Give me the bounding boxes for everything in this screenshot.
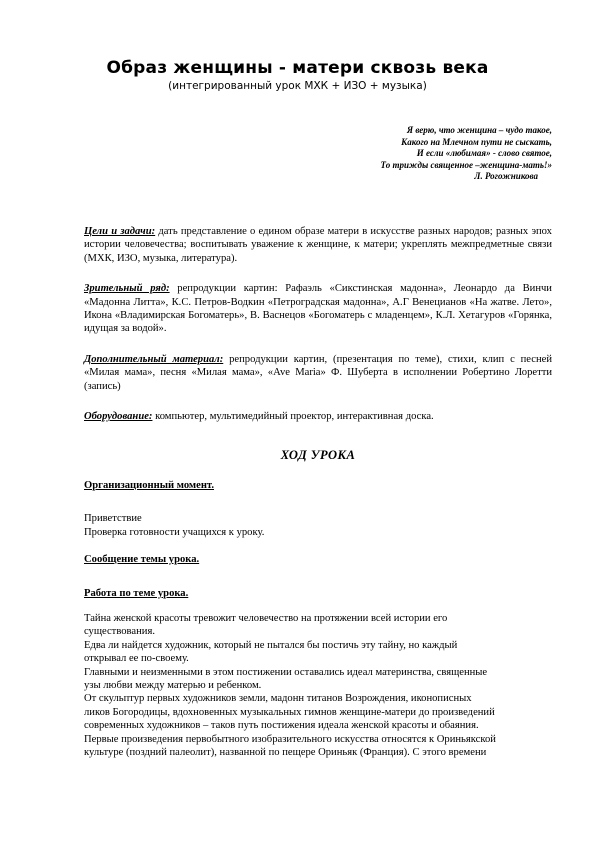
epigraph-author: Л. Рогожникова	[474, 171, 538, 182]
document-body	[84, 225, 552, 759]
goals-label: Цели и задачи:	[84, 226, 156, 237]
work-title: Работа по теме урока.	[84, 587, 189, 599]
visual-label: Зрительный ряд:	[84, 283, 170, 295]
epigraph-line: То трижды священное –женщина-мать!»	[380, 159, 552, 170]
work-line: Главными и неизменными в этом постижении оставались идеал материнства, священные	[84, 666, 488, 678]
visual-paragraph	[84, 282, 552, 336]
work-line: современных художников – таков путь постижения идеала женской красоты и обаяния.	[84, 720, 479, 732]
lesson-heading: ХОД УРОКА	[280, 448, 356, 463]
org-moment-line: Проверка готовности учащихся к уроку.	[84, 526, 265, 538]
work-line: Едва ли найдется художник, который не пытался бы постичь эту тайну, но каждый	[84, 639, 458, 651]
work-line: открывал ее по-своему.	[84, 653, 189, 665]
epigraph-line: Какого на Млечном пути не сыскать,	[401, 136, 552, 147]
work-line: существования.	[84, 626, 155, 638]
document-title: Образ женщины - матери сквозь века	[106, 58, 489, 78]
org-moment-title: Организационный момент.	[84, 479, 214, 491]
epigraph-line: И если «любимая» - слово святое,	[416, 148, 552, 159]
work-line: узы любви между матерью и ребенком.	[84, 679, 262, 691]
work-line: культуре (поздний палеолит), названной по пещере Ориньяк (Франция). С этого времени	[84, 746, 487, 758]
work-line: Первые произведения первобытного изобразительного искусства относятся к Ориньякской	[84, 733, 496, 745]
equipment-label: Оборудование:	[84, 411, 153, 423]
equipment-text: компьютер, мультимедийный проектор, интерактивная доска.	[152, 411, 434, 423]
epigraph-line: Я верю, что женщина – чудо такое,	[406, 125, 552, 135]
extra-material-text: репродукции картин, (презентация по теме), стихи, клип с песней «Милая мама», песня «Милая мама», «Ave Maria» Ф. Шуберта в исполнении Робертино Лоретти (запись)	[84, 353, 552, 392]
work-line: ликов Богородицы, вдохновенных музыкальных гимнов женщине-матери до произведений	[84, 706, 495, 718]
visual-text: репродукции картин: Рафаэль «Сикстинская мадонна», Леонардо да Винчи «Мадонна Литта», К.С. Петров-Водкин «Петроградская мадонна», А.Г Венецианов «На жатве. Лето», Икона «Владимирская Богоматерь», В. Васнецов «Богоматерь с младенцем», К.Л. Хетагуров «Горянка, идущая за водой».	[84, 283, 552, 335]
org-moment-line: Приветствие	[84, 513, 142, 525]
extra-material-paragraph	[84, 353, 552, 393]
work-line: Тайна женской красоты тревожит человечество на протяжении всей истории его	[84, 612, 448, 624]
topic-message-title: Сообщение темы урока.	[84, 554, 200, 566]
extra-material-label: Дополнительный материал:	[84, 353, 224, 365]
work-line: От скульптур первых художников земли, мадонн титанов Возрождения, иконописных	[84, 693, 472, 705]
goals-paragraph	[84, 225, 552, 265]
epigraph	[252, 125, 552, 183]
equipment-paragraph	[84, 410, 552, 423]
document-subtitle: (интегрированный урок МХК + ИЗО + музыка)	[168, 80, 427, 92]
goals-text: дать представление о едином образе матери в искусстве разных народов; разных эпох истории человечества; воспитывать уважение к женщине, к матери; укреплять межпредметные связи (МХК, ИЗО, музыка, литература).	[84, 226, 552, 264]
